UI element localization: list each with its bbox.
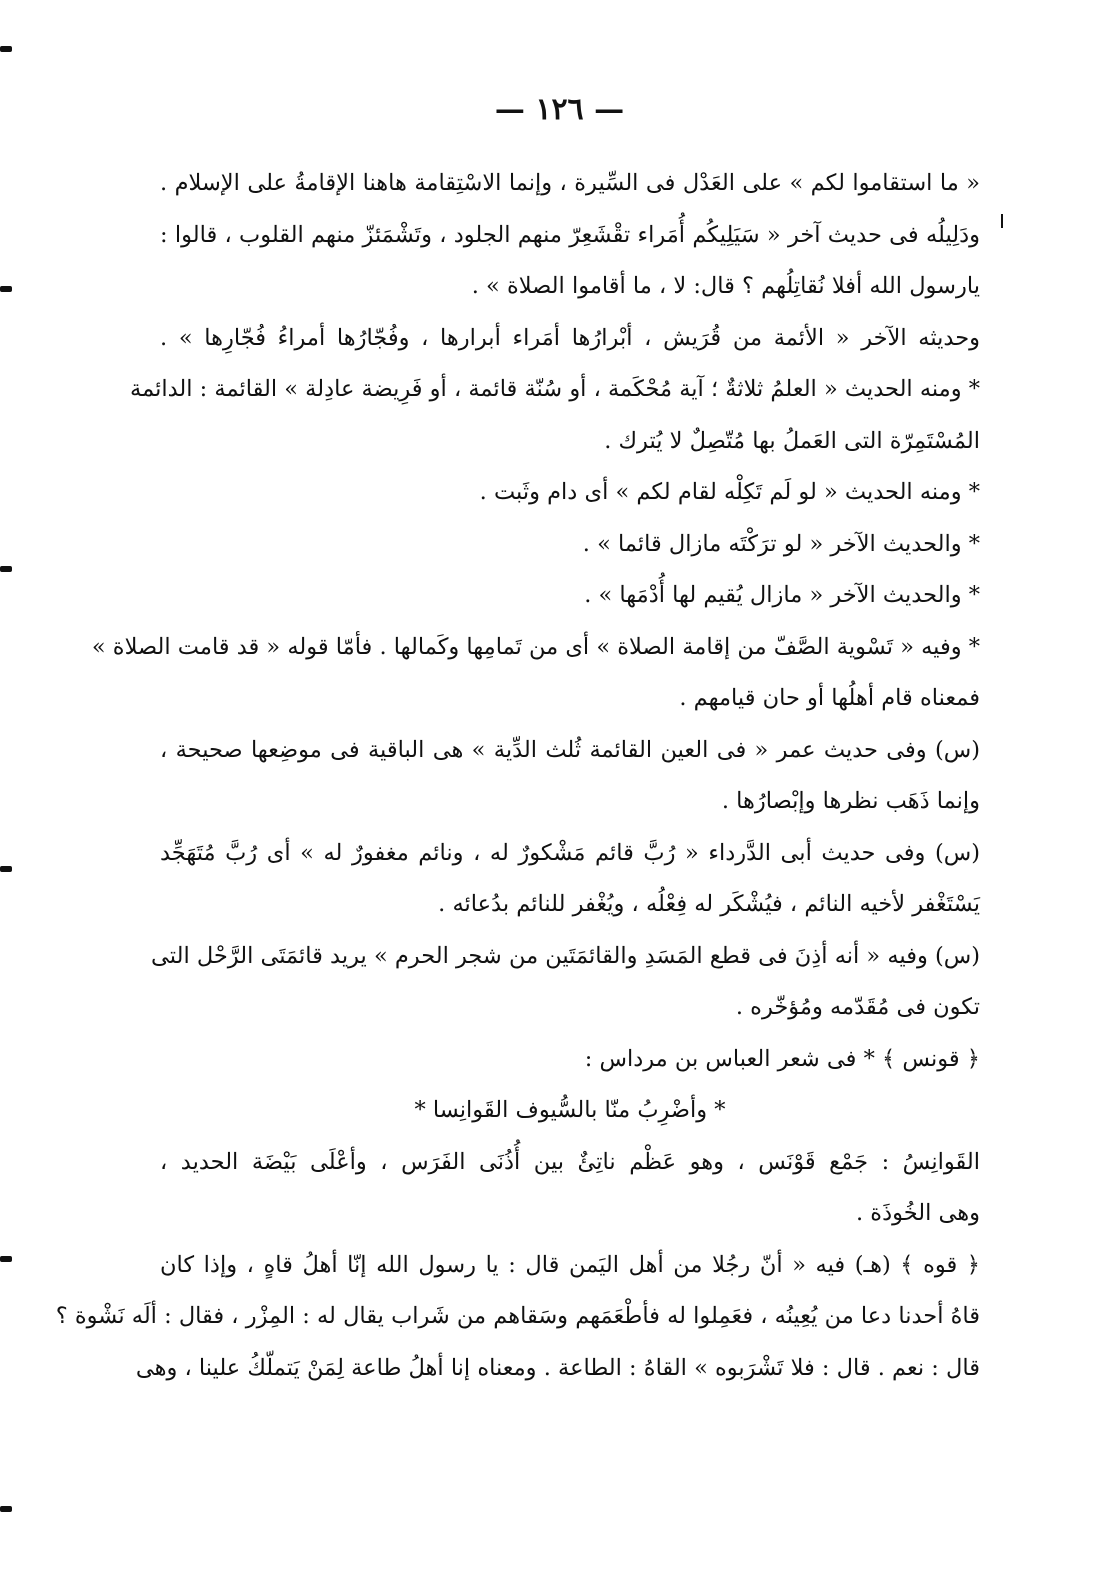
margin-mark [0, 1256, 12, 1262]
text-line: (س) وفى حديث عمر « فى العين القائمة ثُلث الدِّية » هى الباقية فى موضِعها صحيحة ، [160, 736, 980, 763]
entry-heading-line: ﴿ قوه ﴾ (هـ) فيه « أنّ رجُلا من أهل اليَمن قال : يا رسول الله إنّا أهلُ قاهٍ ، وإذا كان [160, 1251, 980, 1278]
text-line: فمعناه قام أهلُها أو حان قيامهم . [679, 685, 980, 711]
page-number: — ١٢٦ — [494, 92, 625, 127]
text-line: وإنما ذَهَب نظرها وإبْصارُها . [721, 788, 980, 814]
text-line: * ومنه الحديث « لو لَم تَكِلْه لقام لكم » أى دام وثَبت . [479, 479, 980, 505]
text-line: (س) وفيه « أنه أذِنَ فى قطع المَسَدِ والقائمَتَين من شجر الحرم » يريد قائمَتَى الرَّحْل التى [151, 942, 980, 969]
text-line: وحديثه الآخر « الأئمة من قُرَيش ، أبْرارُها أمَراء أبرارها ، وفُجّارُها أمراءُ فُجّارِها » . [160, 324, 980, 351]
text-line: قاهُ أحدنا دعا من يُعِينُه ، فعَمِلوا له فأطْعَمَهم وسَقاهم من شَراب يقال له : المِزْر ، فقال : ألَه نَشْوة ؟ [55, 1303, 980, 1329]
text-line: * ومنه الحديث « العلمُ ثلاثةٌ ؛ آية مُحْكَمة ، أو سُنّة قائمة ، أو فَرِيضة عادِلة » القائمة : الدائمة [130, 376, 980, 402]
margin-mark [0, 1506, 12, 1512]
text-line: * والحديث الآخر « لو ترَكْتَه مازال قائما » . [582, 530, 980, 557]
text-line: « ما استقاموا لكم » على العَدْل فى السِّيرة ، وإنما الاسْتِقامة هاهنا الإقامةُ على الإسلام . [160, 170, 980, 196]
text-line: تكون فى مُقَدّمه ومُؤخّره . [735, 994, 980, 1020]
text-line: يَسْتَغْفر لأخيه النائم ، فيُشْكَر له فِعْلُه ، ويُغْفر للنائم بدُعائه . [438, 891, 980, 917]
text-line: قال : نعم . قال : فلا تَشْرَبوه » القاهُ : الطاعة . ومعناه إنا أهلُ طاعة لِمَنْ يَتملّكُ علينا ، وهى [135, 1354, 980, 1381]
text-line: * وفيه « تَسْوية الصَّفّ من إقامة الصلاة » أى من تَمامِها وكَمالها . فأمّا قوله « قد قامت الصلاة » [91, 633, 980, 660]
verse-line: * وأضْرِبُ منّا بالسُّيوف القَوانِسا * [414, 1097, 726, 1123]
text-line: يارسول الله أفلا نُقاتِلُهم ؟ قال: لا ، ما أقاموا الصلاة » . [471, 273, 980, 299]
text-line: (س) وفى حديث أبى الدَّرداء « رُبَّ قائم مَشْكورٌ له ، ونائم مغفورٌ له » أى رُبَّ مُتَهَجِّد [160, 839, 980, 866]
entry-heading-line: ﴿ قونس ﴾ * فى شعر العباس بن مرداس : [584, 1045, 980, 1072]
text-line: * والحديث الآخر « مازال يُقيم لها أُدْمَها » . [584, 582, 980, 608]
margin-tick [1001, 214, 1003, 228]
text-line: المُسْتَمِرّة التى العَملُ بها مُتّصِلٌ لا يُترك . [604, 427, 980, 454]
text-line: وهى الخُوذَة . [855, 1200, 980, 1226]
text-line: ودَلِيلُه فى حديث آخر « سَيَلِيكُم أُمَراء تقْشَعِرّ منهم الجلود ، وتَشْمَئزّ منهم القلوب ، قالوا : [160, 221, 980, 248]
text-line: القَوانِسُ : جَمْع قَوْنَس ، وهو عَظْم ناتِئٌ بين أُذُنَى الفَرَس ، وأعْلَى بَيْضَة الحديد ، [160, 1148, 980, 1175]
margin-mark [0, 566, 12, 572]
margin-mark [0, 866, 12, 872]
margin-mark [0, 46, 12, 52]
page-body [55, 158, 980, 1394]
margin-mark [0, 286, 12, 292]
